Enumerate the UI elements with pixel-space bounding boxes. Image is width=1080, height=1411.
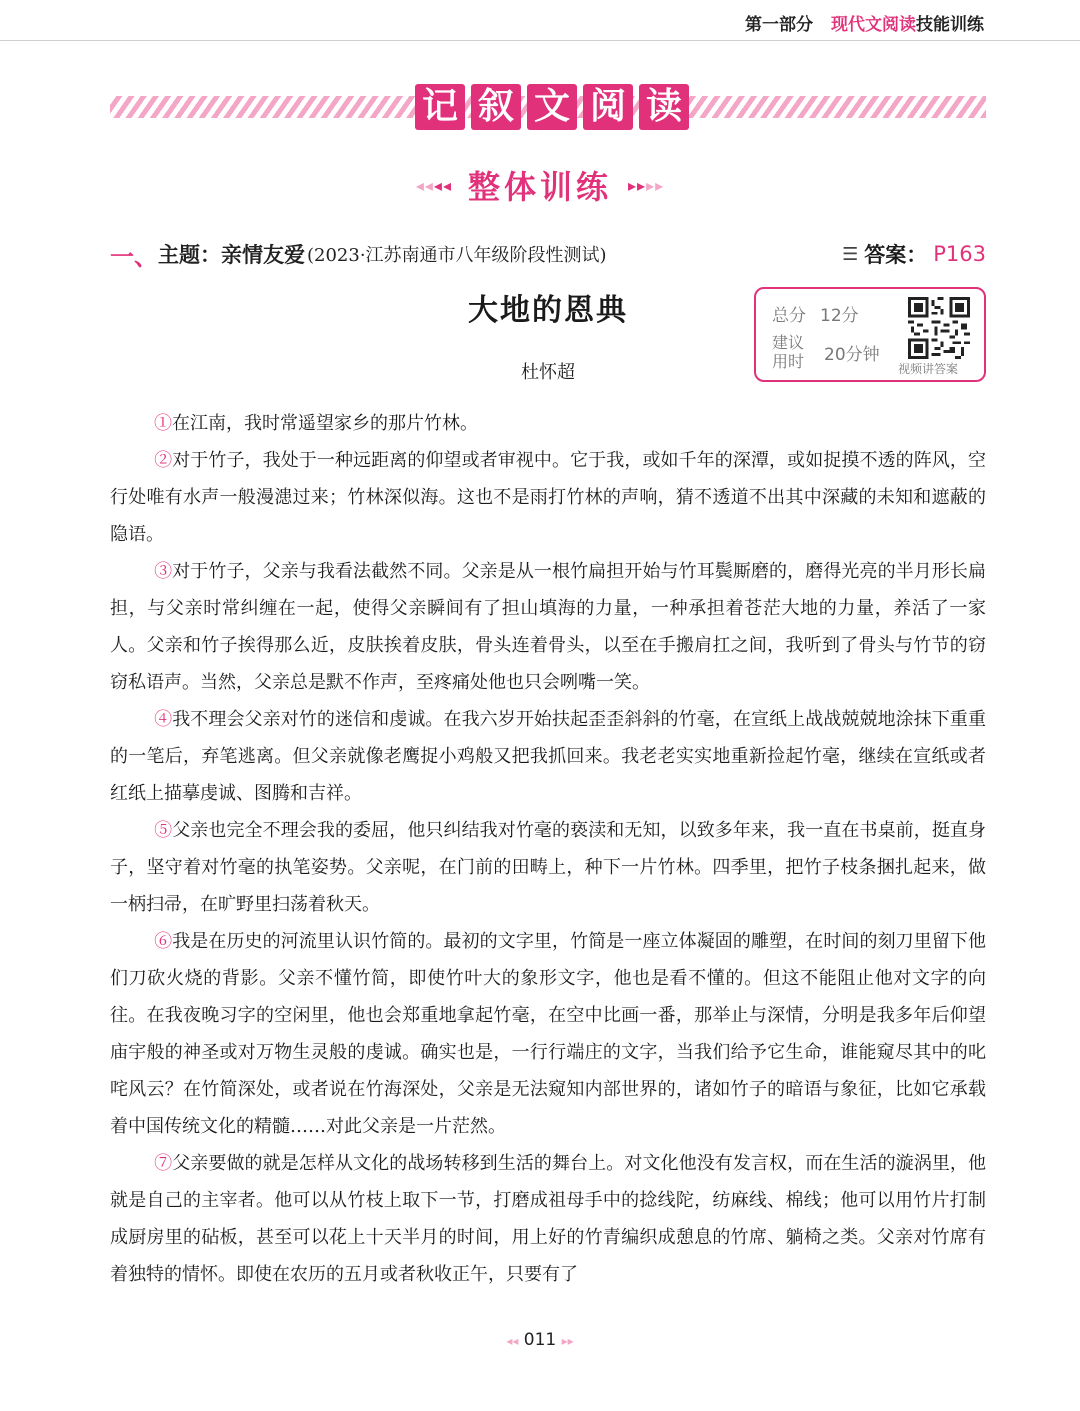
page-left-arrows-icon: ◂◂ [506, 1334, 519, 1348]
banner-char: 文 [527, 84, 577, 130]
banner-char: 读 [639, 84, 689, 130]
banner-char: 记 [415, 84, 465, 130]
topic-number: 一、 [110, 242, 158, 271]
paragraph-number: ⑥ [154, 931, 173, 952]
paragraph-text: 我是在历史的河流里认识竹简的。最初的文字里，竹简是一座立体凝固的雕塑，在时间的刻刀里留下他们刀砍火烧的背影。父亲不懂竹简，即使竹叶大的象形文字，他也是看不懂的。但这不能阻止他对文字的向往。在我夜晚习字的空闲里，他也会郑重地拿起竹毫，在空中比画一番，那举止与深情，分明是我多年后仰望庙宇般的神圣或对万物生灵般的虔诚。确实也是，一行行端庄的文字，当我们给予它生命，谁能窥尽其中的叱咤风云？在竹简深处，或者说在竹海深处，父亲是无法窥知内部世界的，诸如竹子的暗语与象征，比如它承载着中国传统文化的精髓……对此父亲是一片茫然。 [110, 931, 987, 1137]
answer-reference [842, 239, 986, 269]
answer-label: 答案： [864, 243, 928, 267]
qr-code-icon[interactable] [908, 297, 970, 359]
paragraph-number: ③ [154, 561, 173, 582]
time-label: 建议用时 [772, 333, 805, 371]
paragraph [110, 923, 986, 1145]
paragraph-text: 对于竹子，我处于一种远距离的仰望或者审视中。它于我，或如千年的深潭，或如捉摸不透的阵风，空行处唯有水声一般漫漶过来；竹林深似海。这也不是雨打竹林的声响，猜不透道不出其中深藏的未知和遮蔽的隐语。 [110, 450, 987, 545]
qr-caption: 视频讲答案 [898, 362, 959, 376]
header-part: 第一部分 [745, 15, 813, 35]
paragraph [110, 701, 986, 812]
time-value: 20分钟 [824, 344, 880, 365]
document-icon: ☰ [842, 243, 859, 265]
paragraph [110, 812, 986, 923]
paragraph-number: ① [154, 413, 172, 434]
paragraph-number: ⑤ [154, 820, 173, 841]
header-divider [0, 40, 1080, 41]
article-author: 杜怀超 [521, 362, 575, 383]
paragraph-text: 父亲要做的就是怎样从文化的战场转移到生活的舞台上。对文化他没有发言权，而在生活的漩涡里，他就是自己的主宰者。他可以从竹枝上取下一节，打磨成祖母手中的捻线陀，纺麻线、棉线；他可以用竹片打制成厨房里的砧板，甚至可以花上十天半月的时间，用上好的竹青编织成憩息的竹席、躺椅之类。父亲对竹席有着独特的情怀。即使在农历的五月或者秋收正午，只要有了 [110, 1153, 987, 1285]
score-label: 总分 [772, 306, 806, 326]
header-section [831, 10, 984, 35]
paragraph [110, 1145, 986, 1293]
header-highlight: 现代文阅读 [831, 15, 916, 35]
banner-title [415, 84, 689, 132]
paragraph [110, 442, 986, 553]
page-number [0, 1330, 1080, 1350]
paragraph [110, 405, 986, 442]
paragraph [110, 553, 986, 701]
paragraph-text: 父亲也完全不理会我的委屈，他只纠结我对竹毫的亵渎和无知，以致多年来，我一直在书桌前，挺直身子，坚守着对竹毫的执笔姿势。父亲呢，在门前的田畴上，种下一片竹林。四季里，把竹子枝条捆扎起来，做一柄扫帚，在旷野里扫荡着秋天。 [110, 820, 987, 915]
page-number-text: 011 [523, 1330, 557, 1350]
banner-char: 叙 [471, 84, 521, 130]
topic-label: 主题：亲情友爱 [158, 243, 305, 267]
banner-char: 阅 [583, 84, 633, 130]
paragraph-text: 在江南，我时常遥望家乡的那片竹林。 [172, 413, 478, 434]
score-row [772, 301, 859, 326]
right-arrows-icon: ▸▸▸▸ [628, 175, 665, 195]
left-arrows-icon: ◂◂◂◂ [415, 175, 452, 195]
time-row [772, 333, 880, 371]
paragraph-number: ② [154, 450, 173, 471]
answer-page: P163 [933, 242, 986, 266]
info-box [754, 287, 986, 382]
paragraph-text: 对于竹子，父亲与我看法截然不同。父亲是从一根竹扁担开始与竹耳鬓厮磨的，磨得光亮的半月形长扁担，与父亲时常纠缠在一起，使得父亲瞬间有了担山填海的力量，一种承担着苍茫大地的力量，养活了一家人。父亲和竹子挨得那么近，皮肤挨着皮肤，骨头连着骨头，以至在手搬肩扛之间，我听到了骨头与竹节的窃窃私语声。当然，父亲总是默不作声，至疼痛处他也只会咧嘴一笑。 [110, 561, 987, 693]
topic-line [110, 238, 986, 270]
paragraph-number: ⑦ [154, 1153, 173, 1174]
topic-source: (2023·江苏南通市八年级阶段性测试) [307, 245, 607, 266]
running-header [745, 10, 984, 35]
header-skill: 技能训练 [916, 15, 984, 35]
paragraph-text: 我不理会父亲对竹的迷信和虔诚。在我六岁开始扶起歪歪斜斜的竹毫，在宣纸上战战兢兢地涂抹下重重的一笔后，弃笔逃离。但父亲就像老鹰捉小鸡般又把我抓回来。我老老实实地重新捡起竹毫，继续在宣纸或者红纸上描摹虔诚、图腾和吉祥。 [110, 709, 987, 804]
page-right-arrows-icon: ▸▸ [561, 1334, 574, 1348]
section-title [0, 162, 1080, 208]
paragraph-number: ④ [154, 709, 173, 730]
section-title-text: 整体训练 [467, 168, 612, 206]
article-body [110, 405, 986, 1293]
article-title: 大地的恩典 [468, 293, 628, 328]
score-value: 12分 [820, 306, 859, 326]
chapter-banner [110, 84, 986, 132]
